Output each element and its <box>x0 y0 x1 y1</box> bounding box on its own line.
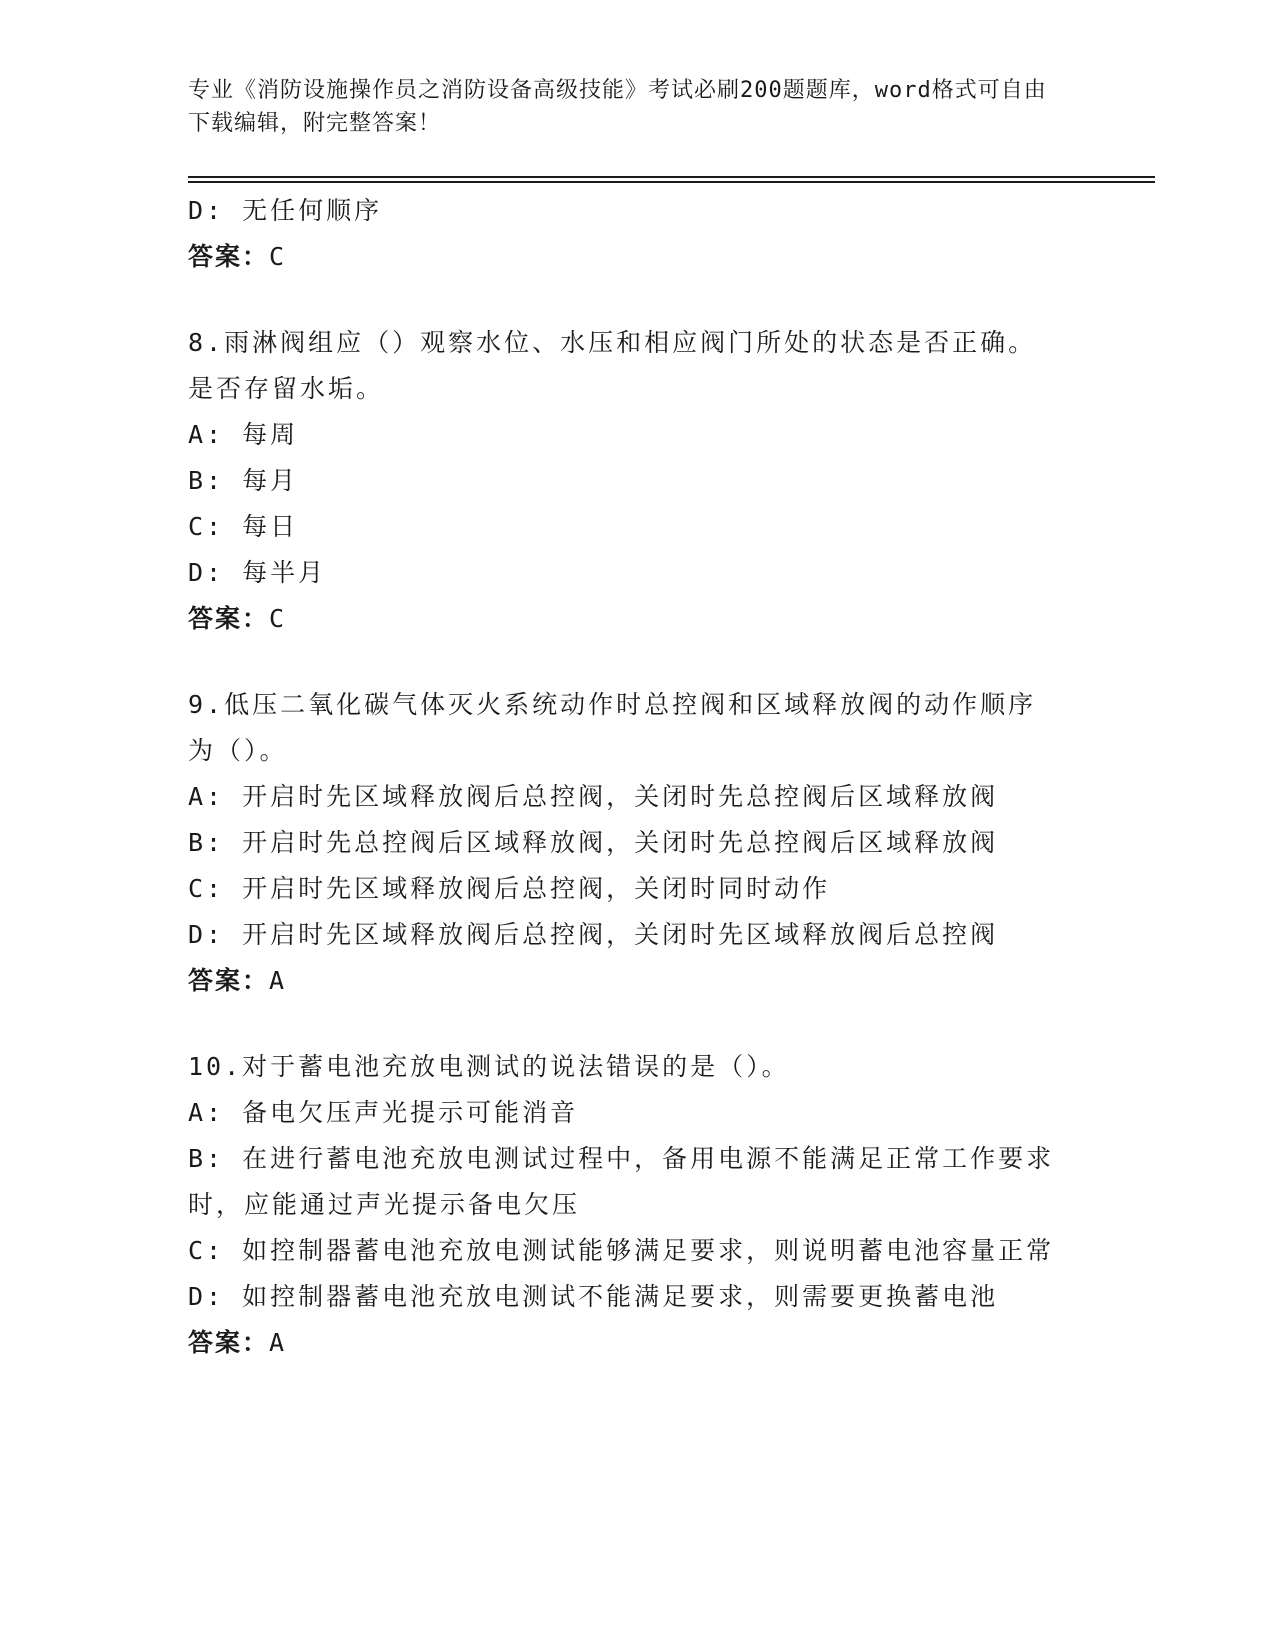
question-8-option-a: A: 每周 <box>188 420 299 449</box>
question-8-option-d: D: 每半月 <box>188 558 327 587</box>
question-8-option-c: C: 每日 <box>188 512 299 541</box>
spacer <box>188 642 1088 682</box>
question-9-stem-line-1: 9.低压二氧化碳气体灭火系统动作时总控阀和区域释放阀的动作顺序 <box>188 690 1037 719</box>
question-9-option-d: D: 开启时先区域释放阀后总控阀，关闭时先区域释放阀后总控阀 <box>188 920 999 949</box>
answer-label: 答案： <box>188 1328 270 1357</box>
answer-value: A <box>269 1328 288 1357</box>
question-10-stem-line-1: 10.对于蓄电池充放电测试的说法错误的是（）。 <box>188 1052 790 1081</box>
answer-value: A <box>269 966 288 995</box>
question-8-stem-line-1: 8.雨淋阀组应（）观察水位、水压和相应阀门所处的状态是否正确。 <box>188 328 1037 357</box>
question-9-option-a: A: 开启时先区域释放阀后总控阀，关闭时先总控阀后区域释放阀 <box>188 782 999 811</box>
question-10-answer <box>188 1320 1088 1366</box>
answer-label: 答案： <box>188 966 270 995</box>
question-8-stem-line-2: 是否存留水垢。 <box>188 374 385 403</box>
answer-label: 答案： <box>188 604 270 633</box>
answer-value: C <box>269 604 288 633</box>
question-9-stem-line-2: 为（）。 <box>188 736 288 765</box>
question-10-option-d: D: 如控制器蓄电池充放电测试不能满足要求，则需要更换蓄电池 <box>188 1282 999 1311</box>
question-10-option-b: B: 在进行蓄电池充放电测试过程中，备用电源不能满足正常工作要求 <box>188 1144 1055 1173</box>
carry-answer <box>188 234 1088 280</box>
question-9-option-c: C: 开启时先区域释放阀后总控阀，关闭时同时动作 <box>188 874 831 903</box>
spacer <box>188 280 1088 320</box>
document-header: 专业《消防设施操作员之消防设备高级技能》考试必刷200题题库，word格式可自由下载编辑，附完整答案！ <box>188 78 1047 136</box>
header-rule-bottom <box>188 181 1155 183</box>
question-list <box>188 188 1088 1366</box>
answer-label: 答案： <box>188 242 270 271</box>
question-9-option-b: B: 开启时先总控阀后区域释放阀，关闭时先总控阀后区域释放阀 <box>188 828 999 857</box>
question-8-answer <box>188 596 1088 642</box>
question-9-answer <box>188 958 1088 1004</box>
carry-option-d: D: 无任何顺序 <box>188 196 383 225</box>
question-10-option-c: C: 如控制器蓄电池充放电测试能够满足要求，则说明蓄电池容量正常 <box>188 1236 1055 1265</box>
answer-value: C <box>269 242 288 271</box>
question-8-option-b: B: 每月 <box>188 466 299 495</box>
question-10-option-a: A: 备电欠压声光提示可能消音 <box>188 1098 579 1127</box>
question-10-option-b-cont: 时，应能通过声光提示备电欠压 <box>188 1190 581 1219</box>
spacer <box>188 1004 1088 1044</box>
header-rule-top <box>188 176 1155 178</box>
